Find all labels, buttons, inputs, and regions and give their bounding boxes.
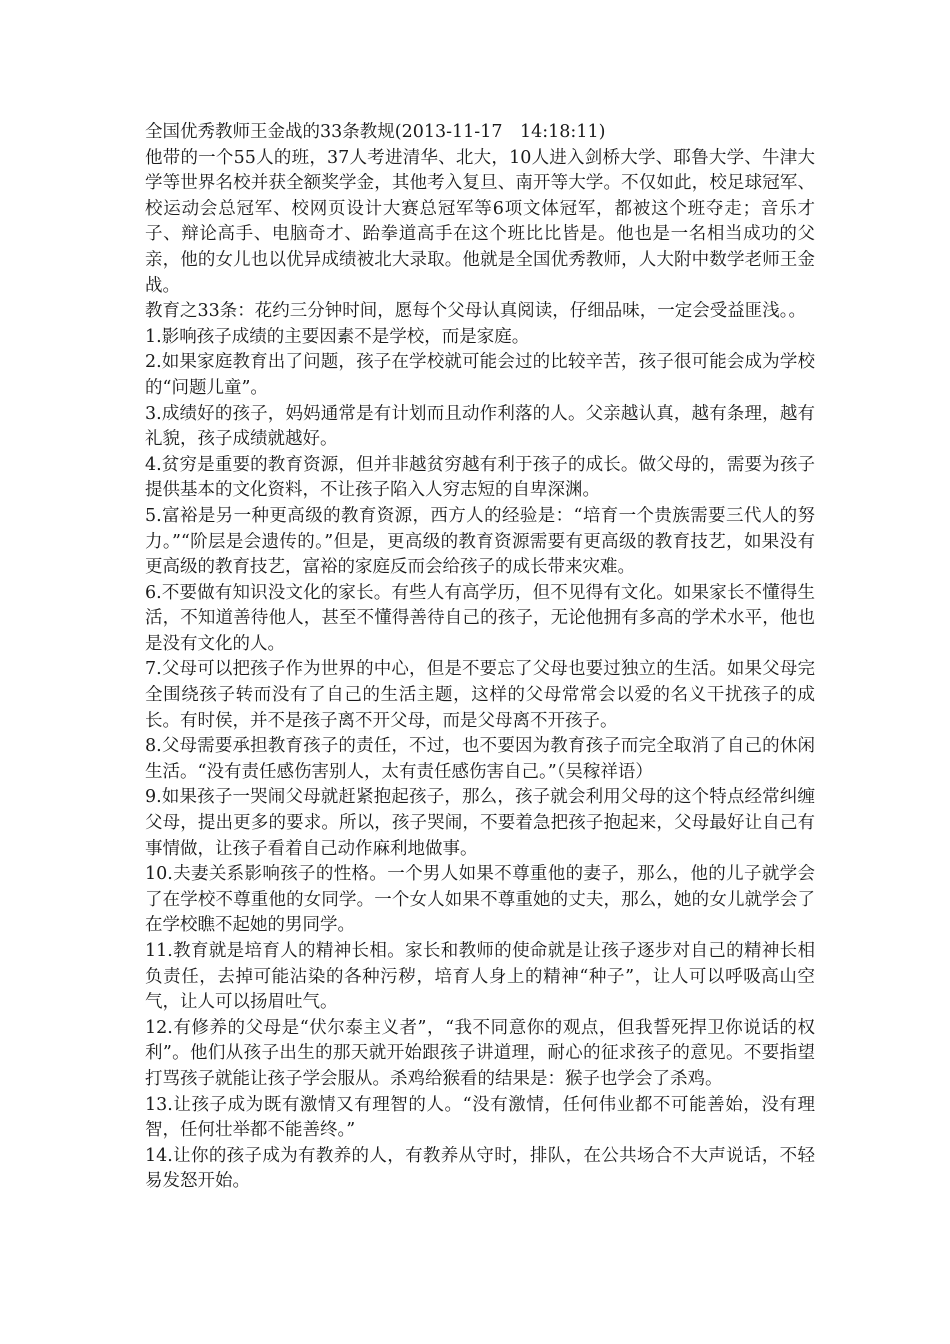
rule-item: 11.教育就是培育人的精神长相。家长和教师的使命就是让孩子逐步对自己的精神长相负责任，去掉可能沾染的各种污秽，培育人身上的精神“种子”，让人可以呼吸高山空气，让人可以扬眉吐气。 <box>145 941 815 1013</box>
rule-item: 10.夫妻关系影响孩子的性格。一个男人如果不尊重他的妻子，那么，他的儿子就学会了在学校不尊重他的女同学。一个女人如果不尊重她的丈夫，那么，她的女儿就学会了在学校瞧不起她的男同学。 <box>145 864 815 936</box>
rule-item: 3.成绩好的孩子，妈妈通常是有计划而且动作利落的人。父亲越认真，越有条理，越有礼貌，孩子成绩就越好。 <box>145 403 815 450</box>
rule-item: 6.不要做有知识没文化的家长。有些人有高学历，但不见得有文化。如果家长不懂得生活，不知道善待他人，甚至不懂得善待自己的孩子，无论他拥有多高的学术水平，他也是没有文化的人。 <box>145 582 815 654</box>
document-title: 全国优秀教师王金战的33条教规(2013-11-17 14:18:11) <box>145 122 606 142</box>
rule-item: 5.富裕是另一种更高级的教育资源，西方人的经验是：“培育一个贵族需要三代人的努力。”“阶层是会遗传的。”但是，更高级的教育资源需要有更高级的教育技艺，如果没有更高级的教育技艺，富裕的家庭反而会给孩子的成长带来灾难。 <box>145 505 815 578</box>
document-page <box>145 120 815 1195</box>
rule-item: 9.如果孩子一哭闹父母就赶紧抱起孩子，那么，孩子就会利用父母的这个特点经常纠缠父母，提出更多的要求。所以，孩子哭闹，不要着急把孩子抱起来，父母最好让自己有事情做，让孩子看着自己动作麻利地做事。 <box>145 787 815 859</box>
rule-item: 8.父母需要承担教育孩子的责任，不过，也不要因为教育孩子而完全取消了自己的休闲生活。“没有责任感伤害别人，太有责任感伤害自己。”（吴稼祥语） <box>145 736 815 782</box>
rule-item: 2.如果家庭教育出了问题，孩子在学校就可能会过的比较辛苦，孩子很可能会成为学校的“问题儿童”。 <box>145 352 815 398</box>
rule-item: 7.父母可以把孩子作为世界的中心，但是不要忘了父母也要过独立的生活。如果父母完全围绕孩子转而没有了自己的生活主题，这样的父母常常会以爱的名义干扰孩子的成长。有时侯，并不是孩子离不开父母，而是父母离不开孩子。 <box>145 659 815 731</box>
lead-paragraph: 教育之33条：花约三分钟时间，愿每个父母认真阅读，仔细品味，一定会受益匪浅。。 <box>145 301 807 322</box>
intro-paragraph: 他带的一个55人的班，37人考进清华、北大，10人进入剑桥大学、耶鲁大学、牛津大学等世界名校并获全额奖学金，其他考入复旦、南开等大学。不仅如此，校足球冠军、校运动会总冠军、校网页设计大赛总冠军等6项文体冠军，都被这个班夺走；音乐才子、辩论高手、电脑奇才、跆拳道高手在这个班比比皆是。他也是一名相当成功的父亲，他的女儿也以优异成绩被北大录取。他就是全国优秀教师，人大附中数学老师王金战。 <box>145 147 815 296</box>
rule-item: 4.贫穷是重要的教育资源，但并非越贫穷越有利于孩子的成长。做父母的，需要为孩子提供基本的文化资料，不让孩子陷入人穷志短的自卑深渊。 <box>145 454 815 501</box>
rule-item: 13.让孩子成为既有激情又有理智的人。“没有激情，任何伟业都不可能善始，没有理智，任何壮举都不能善终。” <box>145 1094 815 1141</box>
rule-item: 1.影响孩子成绩的主要因素不是学校，而是家庭。 <box>145 326 530 347</box>
rule-item: 14.让你的孩子成为有教养的人，有教养从守时，排队，在公共场合不大声说话，不轻易发怒开始。 <box>145 1145 815 1192</box>
rule-item: 12.有修养的父母是“伏尔泰主义者”，“我不同意你的观点，但我誓死捍卫你说话的权利”。他们从孩子出生的那天就开始跟孩子讲道理，耐心的征求孩子的意见。不要指望打骂孩子就能让孩子学会服从。杀鸡给猴看的结果是：猴子也学会了杀鸡。 <box>145 1017 815 1089</box>
